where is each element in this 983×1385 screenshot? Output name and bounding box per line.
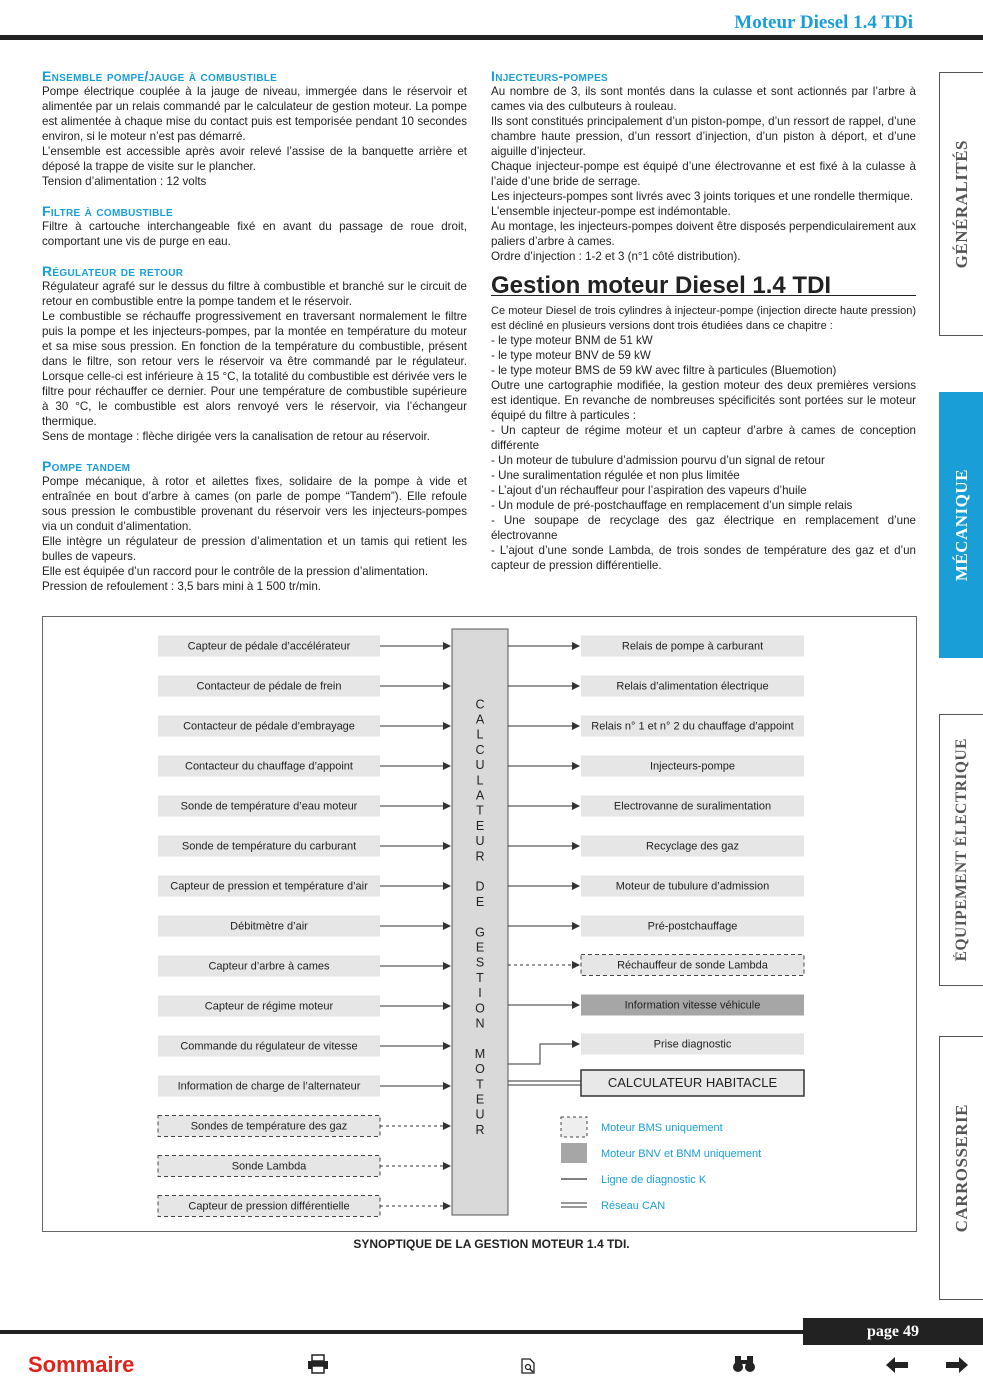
ecu-letter: E bbox=[475, 940, 485, 955]
right-column bbox=[491, 68, 916, 573]
ecu-letter: L bbox=[476, 773, 484, 788]
list-item: - Un moteur de tubulure d’admission pourvu d’un signal de retour bbox=[491, 454, 825, 467]
legend-label: Réseau CAN bbox=[601, 1199, 666, 1212]
ecu-letter: E bbox=[475, 818, 485, 833]
sommaire-link[interactable]: Sommaire bbox=[28, 1352, 135, 1377]
paragraph: Outre une cartographie modifiée, la gestion moteur des deux premières versions est identique. En revanche de nombreuses spécificités sont portées sur le moteur équipé du filtre à particules : bbox=[491, 379, 916, 422]
output-label: Pré-postchauffage bbox=[647, 920, 738, 933]
print-icon[interactable] bbox=[307, 1354, 329, 1374]
output-label: Information vitesse véhicule bbox=[624, 999, 761, 1012]
paragraph: Pompe électrique couplée à la jauge de niveau, immergée dans le réservoir et alimentée par un relais commandé par le calculateur de gestion moteur. La pompe est alimentée à chaque mise du contact puis est temporisée pendant 10 secondes environ, si le moteur n’est pas démarré. bbox=[42, 85, 467, 143]
ecu-letter: R bbox=[475, 1122, 485, 1137]
ecu-letter: E bbox=[475, 1092, 485, 1107]
input-label: Capteur de régime moteur bbox=[204, 1000, 334, 1013]
heading-regulateur: Régulateur de retour bbox=[42, 263, 184, 279]
ecu-letter: O bbox=[475, 1062, 485, 1077]
ecu-letter: T bbox=[476, 803, 484, 818]
tab-label: GÉNÉRALITÉS bbox=[951, 139, 971, 269]
page-icon[interactable] bbox=[520, 1358, 536, 1374]
top-rule bbox=[0, 35, 983, 40]
paragraph: Sens de montage : flèche dirigée vers la canalisation de retour au réservoir. bbox=[42, 430, 430, 443]
input-label: Capteur d’arbre à cames bbox=[208, 960, 330, 973]
ecu-letter: A bbox=[475, 712, 485, 727]
ecu-letter: C bbox=[475, 697, 485, 712]
ecu-letter: R bbox=[475, 849, 485, 864]
list-item: - Une suralimentation régulée et non plus limitée bbox=[491, 469, 740, 482]
arrow-right-icon[interactable] bbox=[946, 1357, 968, 1373]
tab-label: CARROSSERIE bbox=[951, 1103, 971, 1233]
input-label: Contacteur de pédale d’embrayage bbox=[183, 720, 355, 733]
ecu-letter: U bbox=[475, 1107, 485, 1122]
paragraph: Chaque injecteur-pompe est équipé d’une électrovanne et est fixé à la culasse à l’aide d’une bride de serrage. bbox=[491, 160, 916, 188]
ecu-letter: D bbox=[475, 879, 485, 894]
ecu-letter: U bbox=[475, 834, 485, 849]
input-label: Commande du régulateur de vitesse bbox=[180, 1040, 358, 1053]
tab-generalites[interactable] bbox=[939, 72, 983, 336]
ecu-letter: T bbox=[476, 970, 484, 985]
page-number: page 49 bbox=[803, 1318, 983, 1345]
legend-dashed-box bbox=[561, 1117, 587, 1137]
list-item: - L’ajout d’un réchauffeur pour l’aspiration des vapeurs d’huile bbox=[491, 484, 807, 497]
list-item: - Une soupape de recyclage des gaz électrique en remplacement d’une électrovanne bbox=[491, 514, 916, 542]
synoptic-diagram bbox=[42, 616, 917, 1232]
output-label: Recyclage des gaz bbox=[646, 840, 739, 853]
arrow-left-icon[interactable] bbox=[886, 1357, 908, 1373]
paragraph: Tension d’alimentation : 12 volts bbox=[42, 175, 207, 188]
list-item: - le type moteur BNV de 59 kW bbox=[491, 349, 651, 362]
input-label: Capteur de pédale d’accélérateur bbox=[187, 640, 351, 653]
output-label: Moteur de tubulure d’admission bbox=[615, 880, 770, 893]
synoptic-svg bbox=[43, 617, 916, 1231]
paragraph: Ils sont constitués principalement d’un piston-pompe, d’un ressort de rappel, d’une chambre haute pression, d’un ressort d’injection, d’un piston à déport, et d’une aiguille d’injecteur. bbox=[491, 115, 916, 158]
ecu-letter: O bbox=[475, 1001, 485, 1016]
heading-injecteurs: Injecteurs-pompes bbox=[491, 68, 609, 84]
input-label: Contacteur de pédale de frein bbox=[196, 680, 342, 693]
input-label: Débitmètre d’air bbox=[230, 920, 308, 933]
list-item: - Un capteur de régime moteur et un capteur d’arbre à cames de conception différente bbox=[491, 424, 916, 452]
paragraph: Le combustible se réchauffe progressivement en traversant normalement le filtre puis la pompe et les injecteurs-pompes, par la montée en température du moteur et sa mise sous pression. En fonction de la température du combustible, présent dans le filtre, son retour vers le réservoir va être commandé par le régulateur. Lorsque celle-ci est inférieure à 15 °C, la totalité du combustible est dérivée vers le filtre pour réchauffer ce dernier. Pour une température de combustible supérieure à 30 °C, le combustible est alors renvoyé vers le réservoir, via l’échangeur thermique. bbox=[42, 310, 467, 428]
input-label: Sonde Lambda bbox=[231, 1160, 307, 1173]
ecu-letter: I bbox=[478, 986, 482, 1001]
page-header-title: Moteur Diesel 1.4 TDi bbox=[734, 12, 913, 33]
output-label: CALCULATEUR HABITACLE bbox=[607, 1074, 778, 1090]
list-item: - le type moteur BNM de 51 kW bbox=[491, 334, 653, 347]
ecu-letter: N bbox=[475, 1016, 485, 1031]
input-label: Sonde de température d’eau moteur bbox=[180, 800, 358, 813]
paragraph: Pression de refoulement : 3,5 bars mini à 1 500 tr/min. bbox=[42, 580, 322, 593]
paragraph: Régulateur agrafé sur le dessus du filtre à combustible et branché sur le circuit de retour en combustible entre la pompe tandem et le réservoir. bbox=[42, 280, 467, 308]
diagnostic-line bbox=[508, 1044, 579, 1064]
input-label: Capteur de pression différentielle bbox=[188, 1200, 350, 1213]
output-label: Relais n° 1 et n° 2 du chauffage d’appoint bbox=[591, 720, 794, 733]
ecu-letter: E bbox=[475, 894, 485, 909]
input-label: Capteur de pression et température d’air bbox=[170, 880, 368, 893]
paragraph: L’ensemble est accessible après avoir relevé l’assise de la banquette arrière et déposé la trappe de visite sur le plancher. bbox=[42, 145, 467, 173]
output-label: Electrovanne de suralimentation bbox=[613, 800, 772, 813]
tab-label: ÉQUIPEMENT ÉLECTRIQUE bbox=[952, 738, 970, 962]
paragraph: Ce moteur Diesel de trois cylindres à injecteur-pompe (injection directe haute pression) est décliné en plusieurs versions dont trois étudiées dans ce chapitre : bbox=[491, 305, 916, 332]
tab-equipement-electrique[interactable] bbox=[939, 714, 983, 986]
ecu-letter: M bbox=[474, 1046, 486, 1061]
paragraph: Ordre d’injection : 1-2 et 3 (n°1 côté distribution). bbox=[491, 250, 741, 263]
paragraph: L’ensemble injecteur-pompe est indémontable. bbox=[491, 205, 731, 218]
section-title-gestion: Gestion moteur Diesel 1.4 TDI bbox=[491, 278, 916, 296]
left-column bbox=[42, 68, 467, 594]
ecu-letter: U bbox=[475, 758, 485, 773]
input-label: Sondes de température des gaz bbox=[190, 1120, 348, 1133]
legend-label: Moteur BMS uniquement bbox=[601, 1121, 723, 1134]
ecu-letter: A bbox=[475, 788, 485, 803]
output-label: Réchauffeur de sonde Lambda bbox=[617, 959, 768, 972]
paragraph: Au nombre de 3, ils sont montés dans la culasse et sont actionnés par l’arbre à cames via des culbuteurs à rouleau. bbox=[491, 85, 916, 113]
paragraph: Pompe mécanique, à rotor et ailettes fixes, solidaire de la pompe à vide et entraînée en bout d’arbre à cames (on parle de pompe “Tandem”). Elle refoule sous pression le combustible provenant du réservoir vers les injecteurs-pompes via un conduit d’alimentation. bbox=[42, 475, 467, 533]
ecu-letter: T bbox=[476, 1077, 484, 1092]
legend-label: Ligne de diagnostic K bbox=[601, 1173, 707, 1186]
ecu-letter: S bbox=[475, 955, 485, 970]
binoculars-icon[interactable] bbox=[732, 1354, 756, 1374]
tab-label: MÉCANIQUE bbox=[951, 468, 971, 582]
output-label: Injecteurs-pompe bbox=[650, 760, 735, 773]
ecu-letter: L bbox=[476, 727, 484, 742]
input-label: Sonde de température du carburant bbox=[181, 840, 357, 853]
paragraph: Les injecteurs-pompes sont livrés avec 3 joints toriques et une rondelle thermique. bbox=[491, 190, 914, 203]
heading-pompe-tandem: Pompe tandem bbox=[42, 458, 131, 474]
paragraph: Filtre à cartouche interchangeable fixé en avant du passage de roue droit, comportant une vis de purge en eau. bbox=[42, 220, 467, 248]
output-label: Relais de pompe à carburant bbox=[621, 640, 764, 653]
tab-mecanique[interactable] bbox=[939, 392, 983, 658]
diagram-caption: SYNOPTIQUE DE LA GESTION MOTEUR 1.4 TDI. bbox=[353, 1237, 630, 1251]
input-label: Information de charge de l’alternateur bbox=[177, 1080, 361, 1093]
tab-carrosserie[interactable] bbox=[939, 1036, 983, 1300]
legend-gray-box bbox=[561, 1143, 587, 1163]
ecu-letter: C bbox=[475, 742, 485, 757]
ecu-letter: G bbox=[475, 925, 485, 940]
output-label: Relais d’alimentation électrique bbox=[616, 680, 769, 693]
legend-label: Moteur BNV et BNM uniquement bbox=[601, 1147, 762, 1160]
output-label: Prise diagnostic bbox=[653, 1038, 732, 1051]
heading-ensemble-pompe: Ensemble pompe/jauge à combustible bbox=[42, 68, 278, 84]
list-item: - L’ajout d’une sonde Lambda, de trois sondes de température des gaz et d’un capteur de pression différentielle. bbox=[491, 544, 916, 572]
list-item: - Un module de pré-postchauffage en remplacement d’un simple relais bbox=[491, 499, 853, 512]
paragraph: Au montage, les injecteurs-pompes doivent être disposés perpendiculairement aux paliers d’arbre à cames. bbox=[491, 220, 916, 248]
heading-filtre: Filtre à combustible bbox=[42, 203, 174, 219]
input-label: Contacteur du chauffage d’appoint bbox=[185, 760, 353, 773]
paragraph: Elle intègre un régulateur de pression d’alimentation et un tamis qui retient les bulles de vapeurs. bbox=[42, 535, 467, 563]
paragraph: Elle est équipée d’un raccord pour le contrôle de la pression d’alimentation. bbox=[42, 565, 429, 578]
list-item: - le type moteur BMS de 59 kW avec filtre à particules (Bluemotion) bbox=[491, 364, 837, 377]
